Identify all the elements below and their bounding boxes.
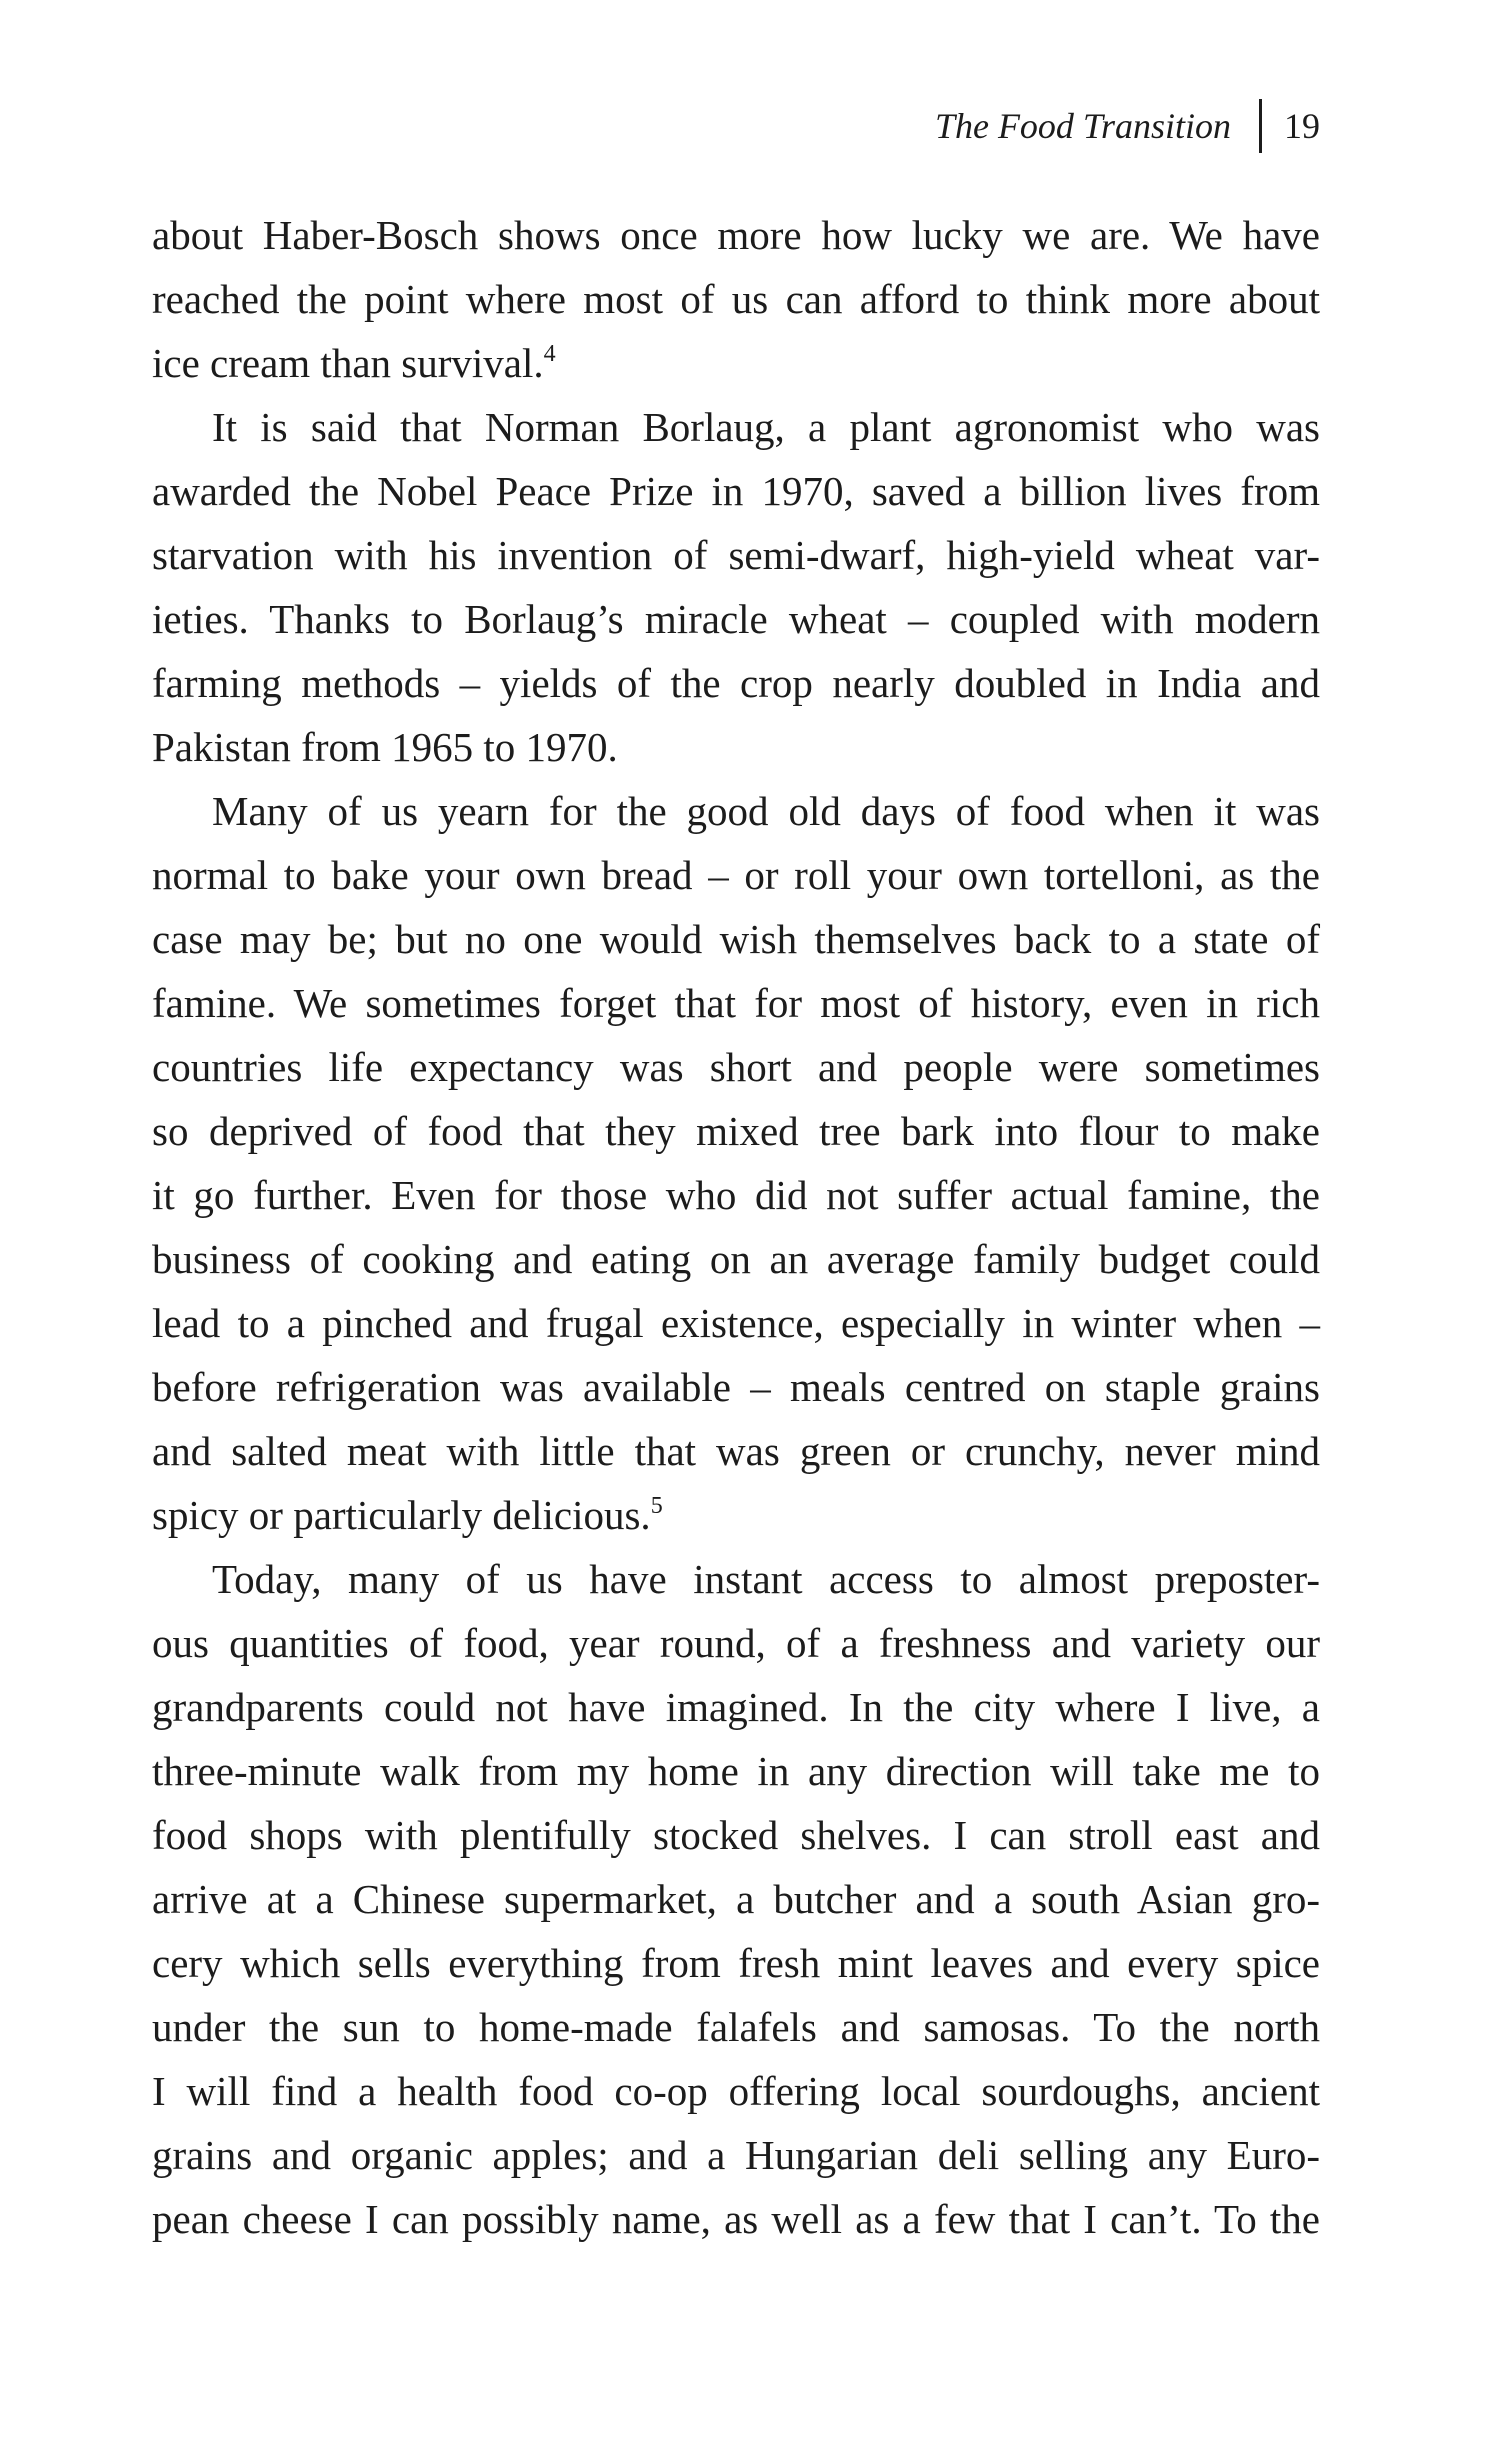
text-line: food shops with plentifully stocked shelves. I can stroll east and	[152, 1812, 1320, 1858]
paragraph-4	[152, 1547, 1320, 2251]
text-line: normal to bake your own bread – or roll your own tortelloni, as the	[152, 852, 1320, 898]
text-line: about Haber-Bosch shows once more how lucky we are. We have	[152, 212, 1320, 258]
text-line: grains and organic apples; and a Hungarian deli selling any Euro-	[152, 2132, 1320, 2178]
text-line: famine. We sometimes forget that for most of history, even in rich	[152, 980, 1320, 1026]
text-line: grandparents could not have imagined. In the city where I live, a	[152, 1684, 1320, 1730]
text-line: I will find a health food co-op offering local sourdoughs, ancient	[152, 2068, 1320, 2114]
text-line: ous quantities of food, year round, of a freshness and variety our	[152, 1620, 1320, 1666]
paragraph-1	[152, 203, 1320, 395]
text-line: Many of us yearn for the good old days of food when it was	[212, 788, 1320, 834]
text-line: awarded the Nobel Peace Prize in 1970, saved a billion lives from	[152, 468, 1320, 514]
text-line: lead to a pinched and frugal existence, especially in winter when –	[152, 1300, 1320, 1346]
footnote-marker: 5	[650, 1493, 663, 1519]
text-line	[152, 1483, 1320, 1547]
text-line: business of cooking and eating on an average family budget could	[152, 1236, 1320, 1282]
text-line: countries life expectancy was short and people were sometimes	[152, 1044, 1320, 1090]
text-line: so deprived of food that they mixed tree bark into flour to make	[152, 1108, 1320, 1154]
body-text	[152, 203, 1320, 2251]
paragraph-3	[152, 779, 1320, 1547]
page-number: 19	[1284, 106, 1320, 146]
text-line-content: ice cream than survival.	[152, 340, 544, 386]
text-line: starvation with his invention of semi-dwarf, high-yield wheat var-	[152, 532, 1320, 578]
header-divider	[1259, 99, 1262, 153]
paragraph-2	[152, 395, 1320, 779]
text-line: three-minute walk from my home in any direction will take me to	[152, 1748, 1320, 1794]
text-line: it go further. Even for those who did not suffer actual famine, the	[152, 1172, 1320, 1218]
running-header	[935, 98, 1320, 154]
text-line: ieties. Thanks to Borlaug’s miracle wheat – coupled with modern	[152, 596, 1320, 642]
footnote-marker: 4	[543, 341, 556, 367]
text-line: farming methods – yields of the crop nearly doubled in India and	[152, 660, 1320, 706]
text-line: before refrigeration was available – meals centred on staple grains	[152, 1364, 1320, 1410]
text-line: and salted meat with little that was green or crunchy, never mind	[152, 1428, 1320, 1474]
text-line: Today, many of us have instant access to almost preposter-	[212, 1556, 1320, 1602]
text-line: reached the point where most of us can afford to think more about	[152, 276, 1320, 322]
text-line: It is said that Norman Borlaug, a plant agronomist who was	[212, 404, 1320, 450]
text-line: arrive at a Chinese supermarket, a butcher and a south Asian gro-	[152, 1876, 1320, 1922]
running-title: The Food Transition	[934, 106, 1231, 146]
text-line: cery which sells everything from fresh mint leaves and every spice	[152, 1940, 1320, 1986]
text-line: under the sun to home-made falafels and samosas. To the north	[152, 2004, 1320, 2050]
text-line: pean cheese I can possibly name, as well as a few that I can’t. To the	[152, 2196, 1320, 2242]
text-line-content: spicy or particularly delicious.	[152, 1492, 651, 1538]
text-line: case may be; but no one would wish themselves back to a state of	[152, 916, 1320, 962]
text-line	[152, 331, 1320, 395]
text-line: Pakistan from 1965 to 1970.	[152, 724, 618, 770]
